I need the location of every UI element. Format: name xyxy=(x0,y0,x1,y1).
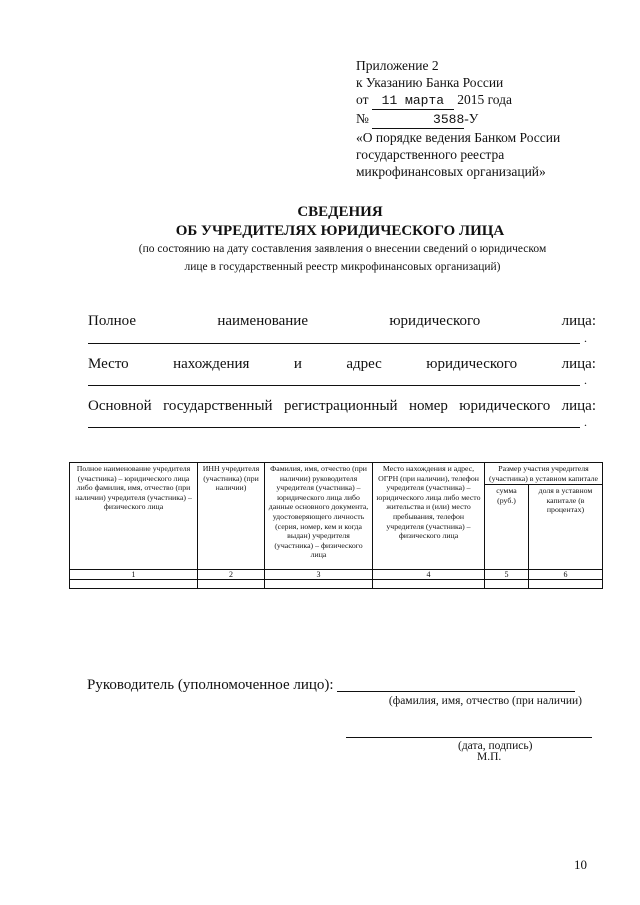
signature-name-caption: (фамилия, имя, отчество (при наличии) xyxy=(388,695,582,707)
table-cell[interactable] xyxy=(373,580,485,589)
col-header-capital-share: Размер участия учредителя (участника) в уставном капитале xyxy=(485,463,603,485)
document-title: СВЕДЕНИЯ xyxy=(297,204,383,220)
signature-name-line xyxy=(337,691,575,692)
appendix-subject-2: государственного реестра xyxy=(356,147,505,162)
ogrn-dot: . xyxy=(584,415,587,429)
appendix-header xyxy=(356,57,560,180)
ogrn-line xyxy=(88,427,580,428)
founders-table xyxy=(69,462,603,589)
appendix-subject-3: микрофинансовых организаций» xyxy=(356,164,546,179)
signature-date-caption: (дата, подпись) xyxy=(458,740,533,752)
col-header-address: Место нахождения и адрес, ОГРН (при наличии), телефон учредителя (участника) – юридического лица либо место жительства и (или) место пребывания, телефон учредителя (участника) – физического лица xyxy=(373,463,485,570)
table-header-row xyxy=(70,463,603,485)
document-subtitle-1: (по состоянию на дату составления заявления о внесении сведений о юридическом xyxy=(138,243,547,255)
col-number-4: 4 xyxy=(373,570,485,580)
date-fill: 11 марта xyxy=(372,92,454,110)
signature-date-line xyxy=(346,737,592,738)
location-line xyxy=(88,385,580,386)
signature-label: Руководитель (уполномоченное лицо): xyxy=(87,677,334,693)
document-title-2: ОБ УЧРЕДИТЕЛЯХ ЮРИДИЧЕСКОГО ЛИЦА xyxy=(175,223,505,239)
table-cell[interactable] xyxy=(265,580,373,589)
appendix-title: Приложение 2 xyxy=(356,58,439,73)
ogrn-label: Основной государственный регистрационный номер юридического лица: xyxy=(88,398,596,414)
table-number-row xyxy=(70,570,603,580)
col-header-head-name: Фамилия, имя, отчество (при наличии) руководителя учредителя (участника) – юридического лица либо данные основного документа, удостоверяющего личность (серия, номер, кем и когда выдан) учредителя (участника) – физического лица xyxy=(265,463,373,570)
seal-mark: М.П. xyxy=(477,751,502,763)
appendix-number: № 3588-У xyxy=(356,111,479,127)
location-label: Место нахождения и адрес юридического лица: xyxy=(88,356,596,372)
col-number-6: 6 xyxy=(529,570,603,580)
location-dot: . xyxy=(584,373,587,387)
col-header-percent: доля в уставном капитале (в процентах) xyxy=(529,485,603,570)
appendix-instruction: к Указанию Банка России xyxy=(356,75,504,90)
table-cell[interactable] xyxy=(485,580,529,589)
col-header-founder-name: Полное наименование учредителя (участника) – юридического лица либо фамилия, имя, отчество (при наличии) учредителя (участника) – физического лица xyxy=(70,463,198,570)
table-cell[interactable] xyxy=(70,580,198,589)
document-subtitle-2: лице в государственный реестр микрофинансовых организаций) xyxy=(184,261,501,273)
number-fill: 3588 xyxy=(372,111,464,129)
full-name-line xyxy=(88,343,580,344)
col-number-2: 2 xyxy=(198,570,265,580)
col-number-1: 1 xyxy=(70,570,198,580)
col-header-inn: ИНН учредителя (участника) (при наличии) xyxy=(198,463,265,570)
col-header-amount: сумма (руб.) xyxy=(485,485,529,570)
table-cell[interactable] xyxy=(198,580,265,589)
table-row xyxy=(70,580,603,589)
appendix-subject-1: «О порядке ведения Банком России xyxy=(356,130,561,145)
col-number-5: 5 xyxy=(485,570,529,580)
col-number-3: 3 xyxy=(265,570,373,580)
appendix-date: от 11 марта 2015 года xyxy=(356,92,513,108)
page-number: 10 xyxy=(574,857,587,872)
table-cell[interactable] xyxy=(529,580,603,589)
full-name-dot: . xyxy=(584,331,587,345)
full-name-label: Полное наименование юридического лица: xyxy=(88,313,596,329)
